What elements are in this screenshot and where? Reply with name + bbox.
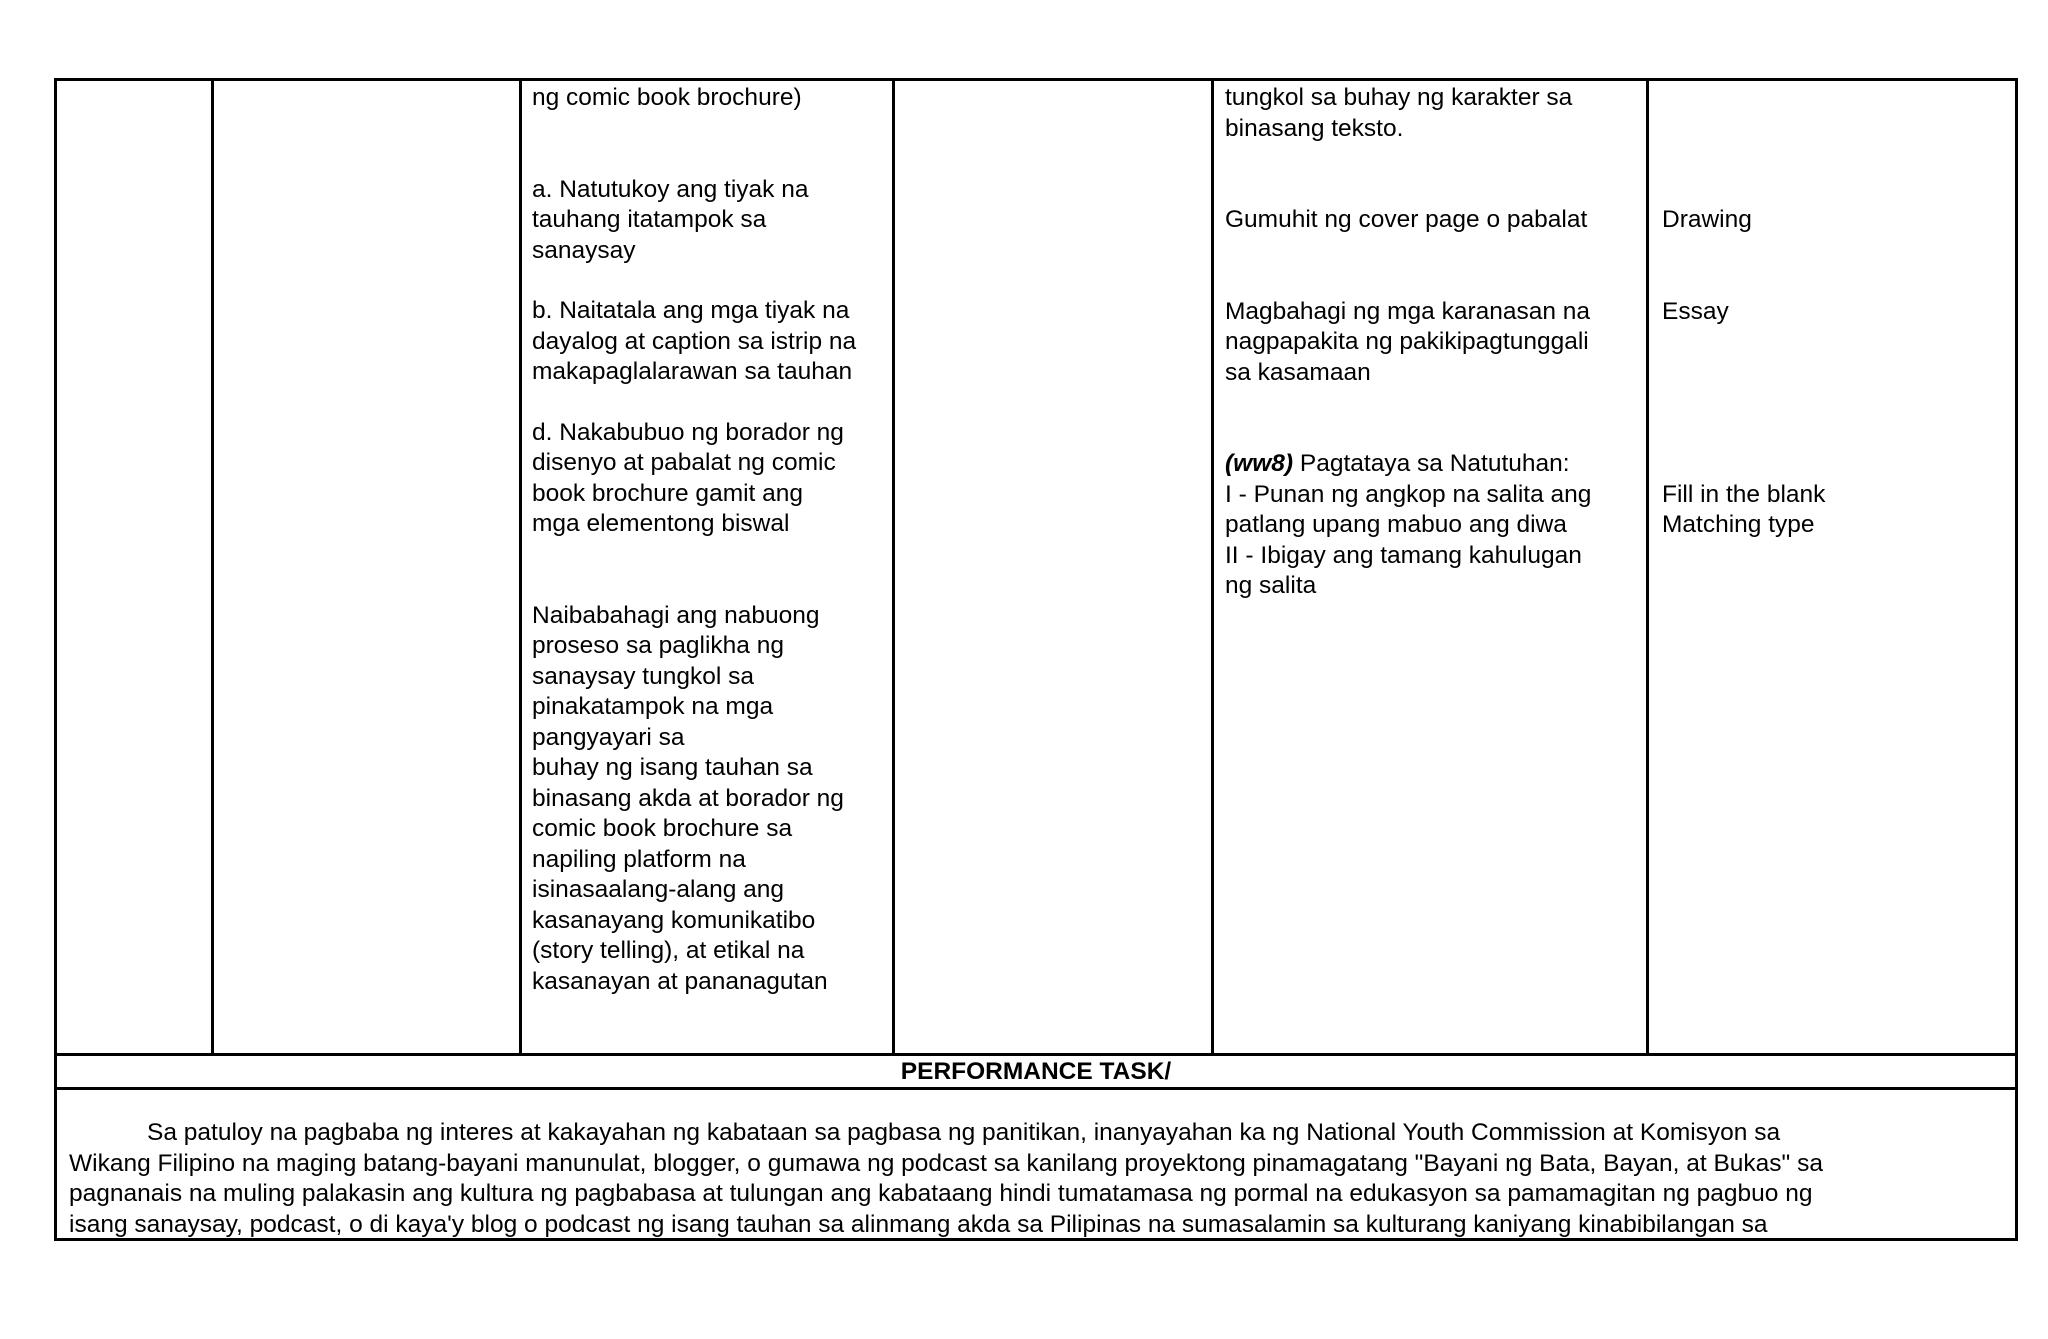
assessment-line: II - Ibigay ang tamang kahulugan xyxy=(1225,541,1582,569)
competencies-cell xyxy=(532,83,856,997)
competency-summary-line: kasanayan at pananagutan xyxy=(532,967,828,995)
column-divider-3 xyxy=(892,78,895,1054)
table-top-border xyxy=(54,78,2018,81)
competency-line: ng comic book brochure) xyxy=(532,84,802,111)
column-divider-5 xyxy=(1646,78,1649,1054)
activity-line: binasang teksto. xyxy=(1225,114,1404,142)
column-divider-1 xyxy=(211,78,214,1054)
competency-summary-line: pangyayari sa xyxy=(532,723,685,751)
column-divider-2 xyxy=(519,78,522,1054)
competency-summary-line: napiling platform na xyxy=(532,845,746,873)
competency-summary-line: Naibabahagi ang nabuong xyxy=(532,601,820,629)
performance-task-line: isang sanaysay, podcast, o di kaya'y blog o podcast ng isang tauhan sa alinmang akda sa Pilipinas na sumasalamin sa kulturang kaniyang kinabibilangan sa xyxy=(69,1210,1768,1238)
column-divider-4 xyxy=(1211,78,1214,1054)
table-row-divider xyxy=(54,1053,2018,1056)
performance-task-title: PERFORMANCE TASK/ xyxy=(900,1058,1172,1085)
competency-b-line: dayalog at caption sa istrip na xyxy=(532,327,857,355)
assessment-type-drawing: Drawing xyxy=(1662,206,1752,233)
activity-line: tungkol sa buhay ng karakter sa xyxy=(1225,84,1573,111)
assessment-heading-text: Pagtataya sa Natutuhan: xyxy=(1293,450,1570,477)
assessment-line: I - Punan ng angkop na salita ang xyxy=(1225,480,1592,508)
competency-summary-line: sanaysay tungkol sa xyxy=(532,662,754,690)
competency-summary-line: kasanayang komunikatibo xyxy=(532,906,816,934)
competency-summary-line: comic book brochure sa xyxy=(532,815,793,842)
performance-task-line: Wikang Filipino na maging batang-bayani manunulat, blogger, o gumawa ng podcast sa kanilang proyektong pinamagatang "Bayani ng Bata, Bayan, at Bukas" sa xyxy=(69,1149,1823,1177)
assessment-line: ng salita xyxy=(1225,572,1317,599)
activity-essay-line: nagpapakita ng pakikipagtunggali xyxy=(1225,328,1589,355)
assessment-type-essay: Essay xyxy=(1662,298,1729,325)
written-work-tag: (ww8) xyxy=(1225,450,1294,477)
performance-task-line: Sa patuloy na pagbaba ng interes at kakayahan ng kabataan sa pagbasa ng panitikan, inanyayahan ka ng National Youth Commission at Komisyon sa xyxy=(147,1119,1781,1146)
activity-drawing-line: Gumuhit ng cover page o pabalat xyxy=(1225,206,1588,233)
assessment-type-fill: Fill in the blank xyxy=(1662,481,1826,508)
activity-essay-line: Magbahagi ng mga karanasan na xyxy=(1225,297,1591,325)
table-right-border xyxy=(2015,78,2018,1241)
assessment-type-matching: Matching type xyxy=(1662,511,1815,538)
competency-a-line: a. Natutukoy ang tiyak na xyxy=(532,175,809,203)
performance-task-body xyxy=(69,1118,2009,1240)
competency-summary-line: binasang akda at borador ng xyxy=(532,784,844,812)
competency-summary-line: (story telling), at etikal na xyxy=(532,937,805,964)
activities-cell xyxy=(1225,83,1591,602)
performance-task-header-divider xyxy=(54,1087,2018,1090)
competency-d-line: book brochure gamit ang xyxy=(532,479,804,507)
competency-summary-line: isinasaalang-alang ang xyxy=(532,876,784,903)
activity-essay-line: sa kasamaan xyxy=(1225,358,1371,386)
competency-a-line: sanaysay xyxy=(532,236,636,264)
performance-task-line: pagnanais na muling palakasin ang kultura ng pagbabasa at tulungan ang kabataang hindi tumatamasa ng pormal na edukasyon sa pamamagitan ng pagbuo ng xyxy=(69,1180,1813,1207)
competency-summary-line: pinakatampok na mga xyxy=(532,693,774,720)
competency-b-line: makapaglalarawan sa tauhan xyxy=(532,358,853,385)
competency-summary-line: buhay ng isang tauhan sa xyxy=(532,754,813,781)
competency-summary-line: proseso sa paglikha ng xyxy=(532,632,784,659)
assessment-heading xyxy=(1225,449,1591,480)
assessment-line: patlang upang mabuo ang diwa xyxy=(1225,511,1567,538)
competency-d-line: mga elementong biswal xyxy=(532,510,790,537)
competency-a-line: tauhang itatampok sa xyxy=(532,206,767,233)
competency-b-line: b. Naitatala ang mga tiyak na xyxy=(532,297,850,324)
competency-d-line: disenyo at pabalat ng comic xyxy=(532,449,836,476)
competency-d-line: d. Nakabubuo ng borador ng xyxy=(532,418,844,446)
